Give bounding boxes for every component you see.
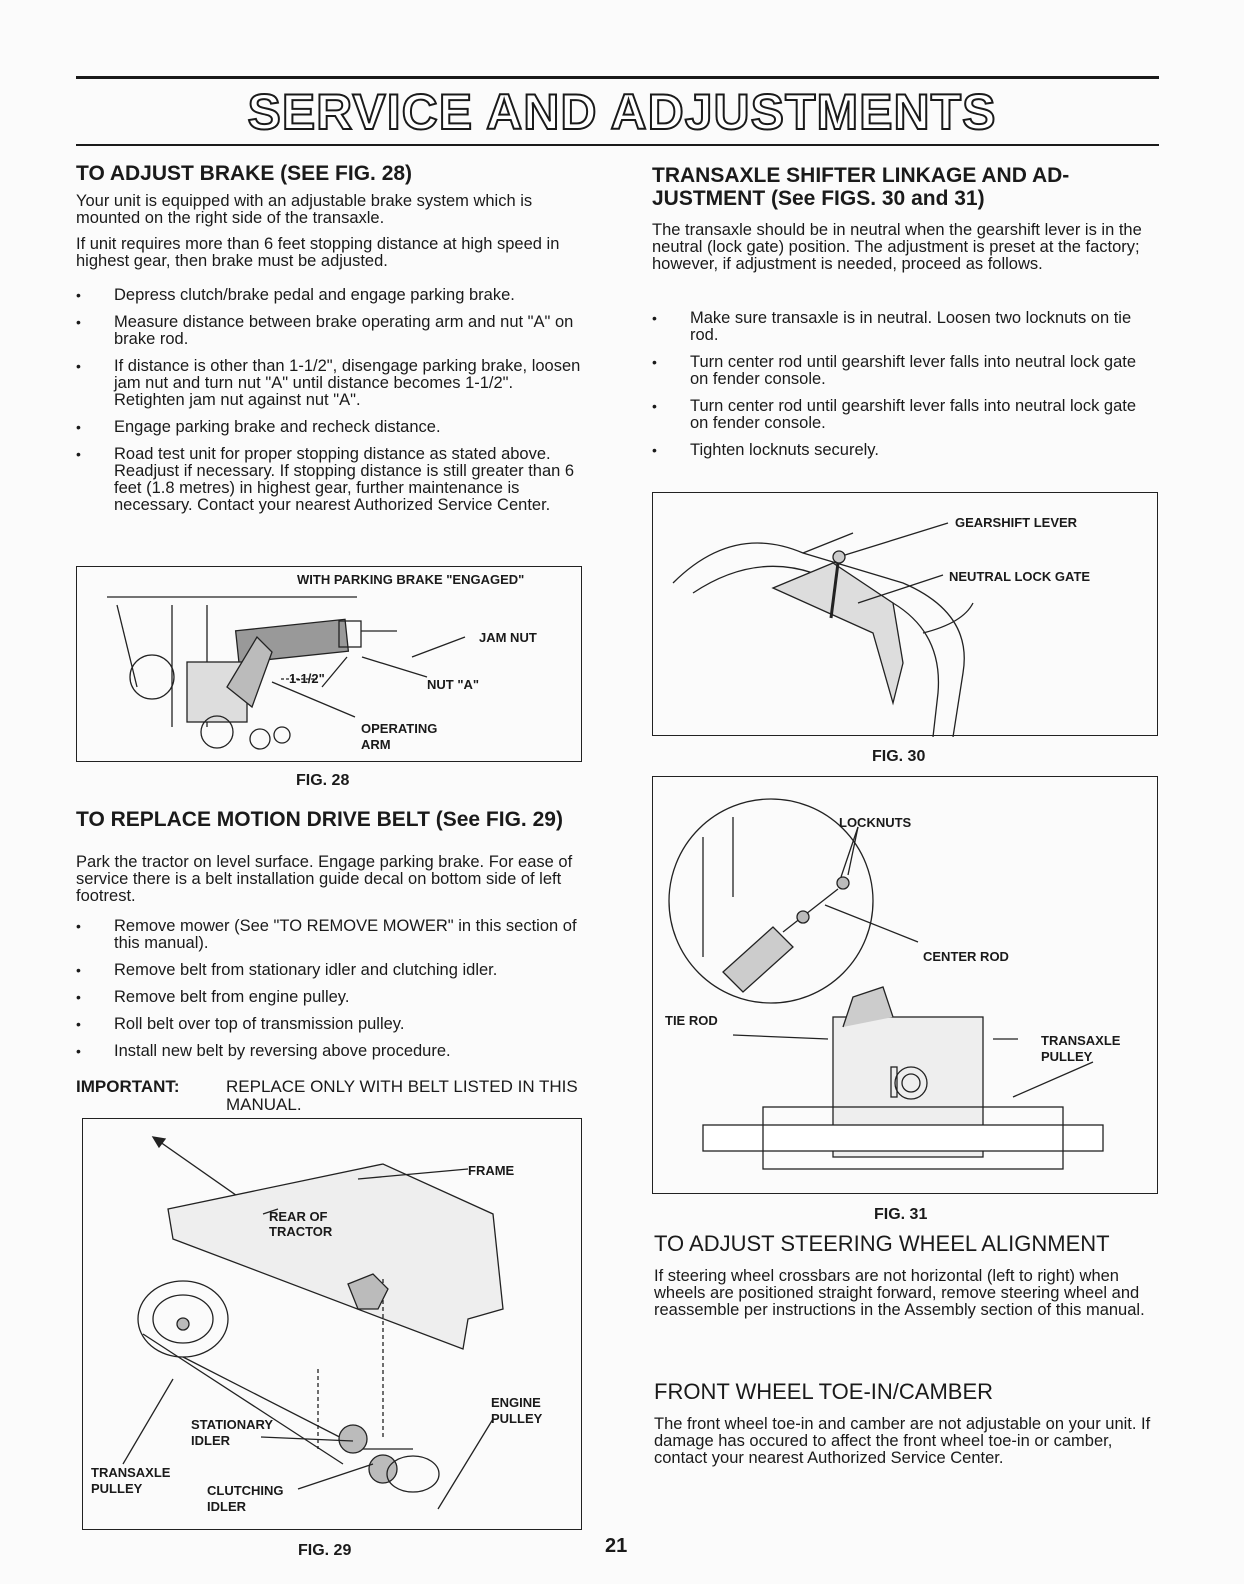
label-neutral-lock-gate: NEUTRAL LOCK GATE	[949, 569, 1091, 584]
list-item: • Measure distance between brake operating arm and nut "A" on brake rod.	[76, 314, 581, 348]
fig30-caption: FIG. 30	[872, 748, 926, 765]
gearshift-drawing	[653, 493, 1159, 737]
fig30-figure	[652, 492, 1158, 736]
fig31-caption: FIG. 31	[874, 1206, 928, 1223]
brake-intro: Your unit is equipped with an adjustable brake system which is mounted on the right side of the transaxle.	[76, 192, 533, 227]
label-engine-pulley: PULLEY	[491, 1411, 543, 1426]
label-tie-rod: TIE ROD	[665, 1013, 718, 1028]
list-item: • Engage parking brake and recheck distance.	[76, 419, 581, 436]
list-item: • Remove belt from engine pulley.	[76, 989, 581, 1006]
fig28-caption: FIG. 28	[296, 772, 350, 789]
label-transaxle: TRANSAXLE	[91, 1465, 171, 1480]
label-jam-nut: JAM NUT	[479, 630, 537, 645]
shifter-steps	[652, 310, 1157, 469]
label-engine: ENGINE	[491, 1395, 541, 1410]
page-title: SERVICE AND ADJUSTMENTS	[247, 84, 997, 140]
list-item: • Tighten locknuts securely.	[652, 442, 1157, 459]
list-item: • Roll belt over top of transmission pulley.	[76, 1016, 581, 1033]
label-frame: FRAME	[468, 1163, 515, 1178]
transaxle-linkage-drawing	[653, 777, 1159, 1195]
label-transaxle: TRANSAXLE	[1041, 1033, 1121, 1048]
toe-text: The front wheel toe-in and camber are not adjustable on your unit. If damage has occured to affect the front wheel toe-in or camber, contact your nearest Authorized Service Center.	[654, 1415, 1151, 1467]
list-item: • Install new belt by reversing above procedure.	[76, 1043, 581, 1060]
label-transaxle-pulley: PULLEY	[91, 1481, 143, 1496]
top-rule	[76, 76, 1159, 79]
list-item: • Remove belt from stationary idler and clutching idler.	[76, 962, 581, 979]
list-item: • If distance is other than 1-1/2", disengage parking brake, loosen jam nut and turn nut "A" until distance becomes 1-1/2". Retighten jam nut against nut "A".	[76, 358, 581, 409]
label-nut-a: NUT "A"	[427, 677, 480, 692]
label-gearshift: GEARSHIFT LEVER	[955, 515, 1078, 530]
label-arm: ARM	[361, 737, 391, 752]
important-label: IMPORTANT:	[76, 1077, 180, 1096]
fig28-figure	[76, 566, 582, 762]
fig31-figure	[652, 776, 1158, 1194]
shifter-heading: TRANSAXLE SHIFTER LINKAGE AND AD-JUSTMENT (See FIGS. 30 and 31)	[652, 164, 1070, 210]
list-item: • Remove mower (See "TO REMOVE MOWER" in this section of this manual).	[76, 918, 581, 952]
label-stationary: STATIONARY	[191, 1417, 274, 1432]
label-stationary-idler: IDLER	[191, 1433, 230, 1448]
label-tractor: TRACTOR	[269, 1224, 333, 1239]
list-item: • Turn center rod until gearshift lever falls into neutral lock gate on fender console.	[652, 398, 1157, 432]
label-dimension: 1-1/2"	[289, 671, 325, 686]
list-item: • Make sure transaxle is in neutral. Loosen two locknuts on tie rod.	[652, 310, 1157, 344]
brake-requirement: If unit requires more than 6 feet stopping distance at high speed in highest gear, then brake must be adjusted.	[76, 235, 560, 270]
label-locknuts: LOCKNUTS	[839, 815, 912, 830]
label-operating: OPERATING	[361, 721, 438, 736]
brake-assembly-drawing	[77, 567, 583, 763]
label-engaged: WITH PARKING BRAKE "ENGAGED"	[297, 572, 525, 587]
list-item: • Depress clutch/brake pedal and engage parking brake.	[76, 287, 581, 304]
belt-steps	[76, 918, 581, 1070]
label-center-rod: CENTER ROD	[923, 949, 1009, 964]
list-item: • Turn center rod until gearshift lever falls into neutral lock gate on fender console.	[652, 354, 1157, 388]
fig29-figure	[82, 1118, 582, 1530]
list-item: • Road test unit for proper stopping distance as stated above. Readjust if necessary. If stopping distance is still greater than 6 feet (1.8 metres) in highest gear, further maintenance is necessary. Contact your nearest Authorized Service Center.	[76, 446, 581, 514]
title-underline	[76, 144, 1159, 146]
brake-steps	[76, 287, 581, 524]
belt-intro: Park the tractor on level surface. Engage parking brake. For ease of service there is a belt installation guide decal on bottom side of left footrest.	[76, 853, 573, 905]
toe-heading: FRONT WHEEL TOE-IN/CAMBER	[654, 1379, 994, 1404]
steering-heading: TO ADJUST STEERING WHEEL ALIGNMENT	[654, 1231, 1110, 1256]
label-transaxle-pulley: PULLEY	[1041, 1049, 1093, 1064]
label-clutching: CLUTCHING	[207, 1483, 284, 1498]
page-number: 21	[605, 1535, 628, 1557]
belt-heading: TO REPLACE MOTION DRIVE BELT (See FIG. 29)	[76, 808, 563, 831]
steering-text: If steering wheel crossbars are not horizontal (left to right) when wheels are positioned straight forward, remove steering wheel and reassemble per instructions in the Assembly section of this manual.	[654, 1267, 1145, 1319]
important-text: REPLACE ONLY WITH BELT LISTED IN THIS MANUAL.	[226, 1077, 578, 1114]
label-clutching-idler: IDLER	[207, 1499, 246, 1514]
fig29-caption: FIG. 29	[298, 1542, 352, 1559]
label-rear-of: REAR OF	[269, 1209, 328, 1224]
brake-heading: TO ADJUST BRAKE (SEE FIG. 28)	[76, 162, 413, 185]
shifter-intro: The transaxle should be in neutral when the gearshift lever is in the neutral (lock gate) position. The adjustment is preset at the factory; however, if adjustment is needed, proceed as follows.	[652, 221, 1142, 273]
